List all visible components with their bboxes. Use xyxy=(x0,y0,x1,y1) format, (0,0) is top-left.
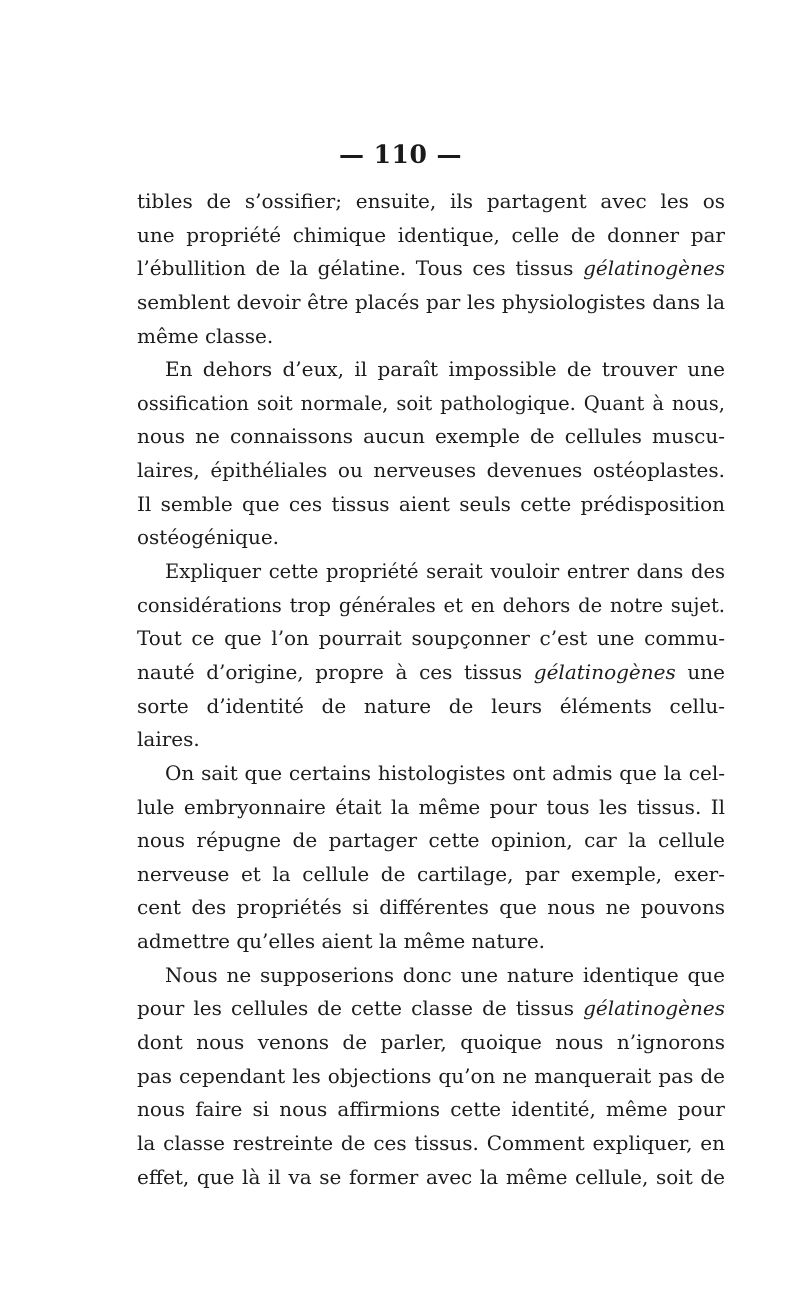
text-line: laires. xyxy=(137,727,200,752)
text-line: Nous ne supposerions donc une nature identique que xyxy=(165,962,725,987)
text-line: pour les cellules de cette classe de tissus gélatinogènes xyxy=(137,996,725,1021)
text-line: la classe restreinte de ces tissus. Comment expliquer, en xyxy=(137,1130,725,1155)
text-line: même classe. xyxy=(137,323,274,348)
text-line: laires, épithéliales ou nerveuses devenues ostéoplastes. xyxy=(137,458,725,483)
italic-term: gélatinogènes xyxy=(533,659,676,684)
text-line: nous ne connaissons aucun exemple de cellules muscu- xyxy=(137,424,725,449)
italic-term: gélatinogènes xyxy=(583,256,725,281)
text-line: tibles de s’ossifier; ensuite, ils partagent avec les os xyxy=(137,189,725,213)
text-line: semblent devoir être placés par les physiologistes dans la xyxy=(137,289,725,314)
text-line: nauté d’origine, propre à ces tissus gélatinogènes une xyxy=(137,659,725,684)
text-line: cent des propriétés si différentes que nous ne pouvons xyxy=(137,895,725,920)
body-text xyxy=(137,185,725,1194)
text-line: considérations trop générales et en dehors de notre sujet. xyxy=(137,593,725,617)
text-line: Tout ce que l’on pourrait soupçonner c’est une commu- xyxy=(137,626,725,651)
text-line: nerveuse et la cellule de cartilage, par exemple, exer- xyxy=(137,861,725,886)
text-line: admettre qu’elles aient la même nature. xyxy=(137,929,546,954)
text-line: effet, que là il va se former avec la même cellule, soit de xyxy=(137,1164,725,1189)
text-line: dont nous venons de parler, quoique nous n’ignorons xyxy=(137,1030,725,1055)
italic-term: gélatinogènes xyxy=(583,996,725,1021)
text-line: ostéogénique. xyxy=(137,525,280,550)
text-line: Expliquer cette propriété serait vouloir entrer dans des xyxy=(165,560,725,584)
text-line: Il semble que ces tissus aient seuls cette prédisposition xyxy=(137,491,725,516)
text-line: nous répugne de partager cette opinion, car la cellule xyxy=(137,828,725,853)
text-line: sorte d’identité de nature de leurs éléments cellu- xyxy=(137,693,725,718)
text-line: pas cependant les objections qu’on ne manquerait pas de xyxy=(137,1063,725,1088)
text-line: On sait que certains histologistes ont admis que la cel- xyxy=(165,760,725,785)
text-line: lule embryonnaire était la même pour tous les tissus. Il xyxy=(137,794,725,819)
text-line: l’ébullition de la gélatine. Tous ces tissus gélatinogènes xyxy=(137,256,725,281)
text-line: En dehors d’eux, il paraît impossible de trouver une xyxy=(165,357,725,382)
page-number: — 110 — xyxy=(338,140,463,169)
text-line: ossification soit normale, soit pathologique. Quant à nous, xyxy=(137,391,725,415)
text-line: une propriété chimique identique, celle de donner par xyxy=(137,222,725,247)
text-line: nous faire si nous affirmions cette identité, même pour xyxy=(137,1097,725,1122)
